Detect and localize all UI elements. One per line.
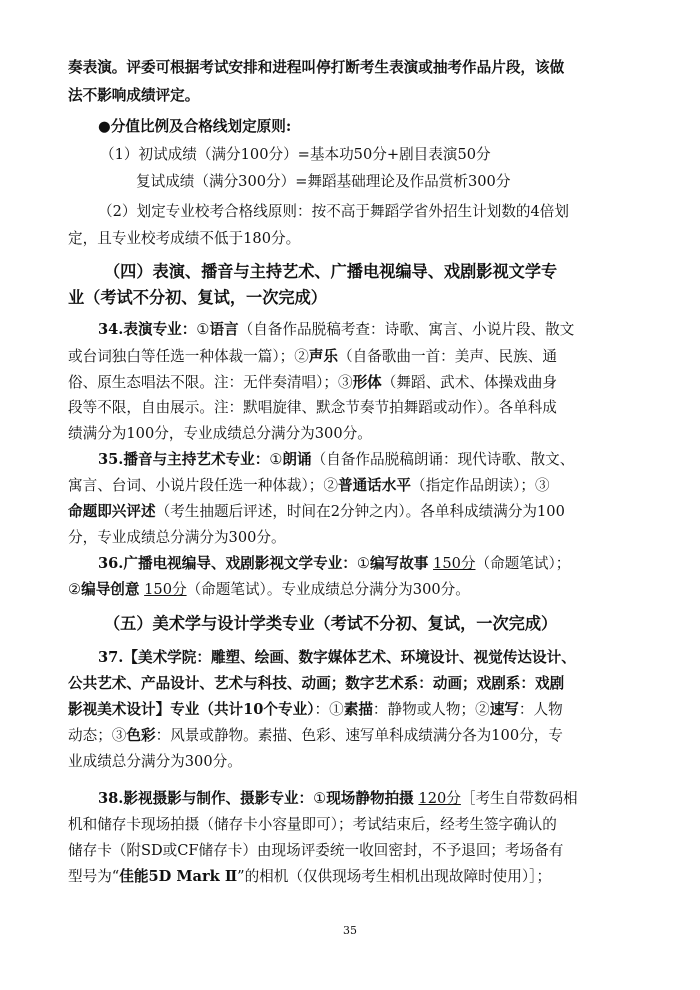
text-line [98, 789, 634, 809]
bold-text: 佳能5D Mark Ⅱ [119, 868, 238, 885]
bold-text: 公共艺术、产品设计、艺术与科技、动画；数字艺术系：动画；戏剧系：戏剧 [68, 675, 565, 692]
bold-text: 36.广播电视编导、戏剧影视文学专业： [98, 555, 357, 572]
bold-text: 朗诵 [282, 451, 312, 468]
bold-text: 34.表演专业： [98, 321, 197, 338]
bold-text: 编导创意 [81, 581, 140, 598]
bold-text: ●分值比例及合格线划定原则: [98, 118, 292, 135]
bold-text: 声乐 [308, 348, 338, 365]
text-line [98, 117, 634, 137]
text-line [104, 613, 634, 635]
text-span: ① [356, 555, 370, 572]
bold-text: 语言 [209, 321, 239, 338]
text-line [68, 287, 634, 309]
text-span: （自备歌曲一首：美声、民族、通 [338, 348, 557, 365]
text-line [98, 554, 634, 574]
bold-text: 速写 [489, 701, 519, 718]
text-line [68, 726, 634, 746]
underlined-score: 120分 [418, 790, 461, 807]
text-span: ”的相机（仅供现场考生相机出现故障时使用）］； [237, 868, 552, 885]
text-span: ① [196, 321, 210, 338]
text-line [68, 86, 634, 106]
bold-text: 38.影视摄影与制作、摄影专业： [98, 790, 314, 807]
text-line [68, 398, 634, 418]
text-line [136, 172, 634, 192]
bold-text: 编写故事 [370, 555, 429, 572]
text-span: 寓言、台词、小说片段任选一种体裁）；② [68, 477, 338, 494]
text-span: 储存卡（附SD或CF储存卡）由现场评委统一收回密封，不予退回；考场备有 [68, 842, 564, 859]
text-span: （指定作品朗读）；③ [410, 477, 550, 494]
text-line [68, 347, 634, 367]
text-span: 或台词独白等任选一种体裁一篇）；② [68, 348, 309, 365]
text-line [68, 58, 634, 78]
text-line [98, 320, 634, 340]
text-span: 段等不限，自由展示。注：默唱旋律、默念节奏节拍舞蹈或动作）。各单科成 [68, 399, 557, 416]
text-span: ① [269, 451, 283, 468]
text-line [68, 502, 634, 522]
text-span: 定，且专业校考成绩不低于180分。 [68, 230, 301, 247]
text-line [104, 261, 634, 283]
text-line [68, 373, 634, 393]
text-line [68, 476, 634, 496]
text-span: ：① [314, 701, 344, 718]
bold-text: 37.【美术学院：雕塑、绘画、数字媒体艺术、环境设计、视觉传达设计、 [98, 649, 576, 666]
text-span: 机和储存卡现场拍摄（储存卡小容量即可）；考试结束后，经考生签字确认的 [68, 816, 557, 833]
text-span: ：人物 [518, 701, 563, 718]
text-span: 复试成绩（满分300分）=舞蹈基础理论及作品赏析300分 [136, 173, 511, 190]
underlined-score: 150分 [433, 555, 476, 572]
text-line [98, 450, 634, 470]
text-line [68, 752, 634, 772]
text-span: （2）划定专业校考合格线原则：按不高于舞蹈学省外招生计划数的4倍划 [98, 203, 569, 220]
text-line [68, 674, 634, 694]
text-span: （自备作品脱稿考查：诗歌、寓言、小说片段、散文 [238, 321, 575, 338]
text-span: 动态；③ [68, 727, 127, 744]
bold-text: 法不影响成绩评定。 [68, 87, 200, 104]
text-span: ② [68, 581, 82, 598]
text-span: ① [313, 790, 327, 807]
text-line [68, 528, 634, 548]
bold-text: 影视美术设计】专业（共计10个专业） [68, 701, 315, 718]
text-span: 业成绩总分满分为300分。 [68, 753, 242, 770]
text-span: ［考生自带数码相 [460, 790, 578, 807]
bold-text: 素描 [343, 701, 373, 718]
text-line [68, 424, 634, 444]
bold-text: 奏表演。评委可根据考试安排和进程叫停打断考生表演或抽考作品片段，该做 [68, 59, 565, 76]
text-span: （考生抽题后评述，时间在2分钟之内）。各单科成绩满分为100 [155, 503, 565, 520]
text-span: （1）初试成绩（满分100分）=基本功50分+剧目表演50分 [100, 146, 491, 163]
text-span: （舞蹈、武术、体操戏曲身 [381, 374, 557, 391]
text-span: 绩满分为100分，专业成绩总分满分为300分。 [68, 425, 372, 442]
text-span: 型号为“ [68, 868, 120, 885]
bold-text: 命题即兴评述 [68, 503, 156, 520]
text-line [68, 841, 634, 861]
bold-text: 业（考试不分初、复试，一次完成） [68, 288, 327, 307]
text-span: （命题笔试）； [475, 555, 571, 572]
bold-text: 普通话水平 [337, 477, 411, 494]
text-line [68, 229, 634, 249]
text-line [100, 145, 634, 165]
bold-text: 35.播音与主持艺术专业： [98, 451, 270, 468]
bold-text: 色彩 [126, 727, 156, 744]
text-span: （自备作品脱稿朗诵：现代诗歌、散文、 [311, 451, 575, 468]
underlined-score: 150分 [144, 581, 187, 598]
bold-text: （四）表演、播音与主持艺术、广播电视编导、戏剧影视文学专 [104, 262, 558, 281]
text-span: ：静物或人物；② [372, 701, 490, 718]
bold-text: 现场静物拍摄 [326, 790, 414, 807]
text-line [68, 815, 634, 835]
text-span: 分，专业成绩总分满分为300分。 [68, 529, 286, 546]
text-line [68, 700, 634, 720]
text-line [98, 202, 634, 222]
text-span: ：风景或静物。素描、色彩、速写单科成绩满分各为100分，专 [155, 727, 563, 744]
text-line [68, 580, 634, 600]
bold-text: （五）美术学与设计学类专业（考试不分初、复试，一次完成） [104, 614, 558, 633]
bold-text: 形体 [352, 374, 382, 391]
text-line [98, 648, 634, 668]
text-span: （命题笔试）。专业成绩总分满分为300分。 [186, 581, 470, 598]
page-number: 35 [343, 924, 357, 937]
text-span: 俗、原生态唱法不限。注：无伴奏清唱）；③ [68, 374, 353, 391]
text-line [68, 867, 634, 887]
